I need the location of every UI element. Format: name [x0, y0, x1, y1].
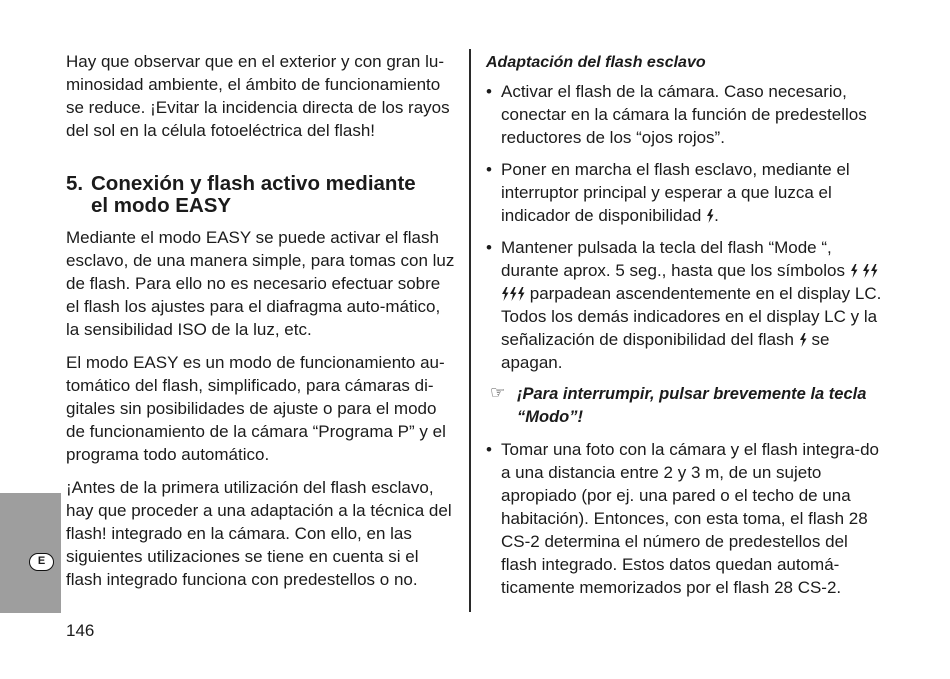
flash-bolt-icon — [706, 209, 714, 223]
right-column — [486, 52, 884, 608]
paragraph-2: El modo EASY es un modo de funcionamiento au-tomático del flash, simplificado, para cámaras di-gitales sin posibilidades de ajuste o para el modo de funcionamiento de la cámara “Programa P” y el programa todo automático. — [66, 353, 446, 464]
bullet-dot: • — [486, 82, 492, 101]
bullet-dot: • — [486, 440, 492, 459]
bullet-item — [486, 438, 884, 599]
bullet-text-end: se apagan. — [501, 330, 830, 372]
bullet-item — [486, 158, 884, 227]
bullet-dot: • — [486, 238, 492, 257]
paragraph-1: Mediante el modo EASY se puede activar el flash esclavo, de una manera simple, para tomas con luz de flash. Para ello no es necesario efectuar sobre el flash los ajustes para el diafragma auto-mático, la sensibilidad ISO de la luz, etc. — [66, 228, 455, 339]
bullet-text: Activar el flash de la cámara. Caso necesario, conectar en la cámara la función de predestellos reductores de los “ojos rojos”. — [501, 82, 867, 147]
flash-bolt-icon — [850, 264, 858, 278]
paragraph-3: ¡Antes de la primera utilización del flash esclavo, hay que proceder a una adaptación a la técnica del flash! integrado en la cámara. Con ello, en las siguientes utilizaciones se tiene en cuenta si el flash integrado funciona con predestellos o no. — [66, 478, 452, 589]
bullet-text: Tomar una foto con la cámara y el flash integra-do a una distancia entre 2 y 3 m, de un sujeto apropiado (por ej. una pared o el techo de una habitación). Entonces, con esta toma, el flash 28 CS-2 determina el número de predestellos del flash integrado. Estos datos quedan automá-ticamente memorizados por el flash 28 CS-2. — [501, 440, 879, 597]
section-title-line2: el modo EASY — [91, 194, 232, 217]
intro-paragraph: Hay que observar que en el exterior y con gran lu-minosidad ambiente, el ámbito de funcionamiento se reduce. ¡Evitar la incidencia directa de los rayos del sol en la célula fotoeléctrica del flash! — [66, 52, 450, 140]
bullet-item — [486, 236, 884, 374]
language-tab — [0, 493, 61, 613]
bullet-item — [486, 80, 884, 149]
bullet-text: Poner en marcha el flash esclavo, mediante el interruptor principal y esperar a que luzca el indicador de disponibilidad — [501, 160, 850, 225]
column-divider — [469, 49, 471, 612]
bullet-dot: • — [486, 160, 492, 179]
pointing-hand-icon: ☞ — [490, 383, 506, 402]
note — [486, 383, 884, 429]
language-badge: E — [29, 553, 54, 571]
page-number: 146 — [66, 621, 95, 640]
subheading: Adaptación del flash esclavo — [486, 54, 706, 71]
section-heading — [66, 173, 458, 217]
bullet-text: Mantener pulsada la tecla del flash “Mode “, durante aprox. 5 seg., hasta que los símbolos — [501, 238, 845, 280]
section-number: 5. — [66, 172, 84, 195]
bullet-text: parpadean ascendentemente en el display LC. Todos los demás indicadores en el display LC y la señalización de disponibilidad del flash — [501, 284, 882, 349]
section-title-line1: Conexión y flash activo mediante — [91, 172, 416, 195]
left-column — [66, 50, 458, 591]
bullet-text-end: . — [714, 206, 719, 225]
flash-bolt-icon — [799, 333, 807, 347]
double-flash-bolt-icon — [862, 264, 878, 278]
triple-flash-bolt-icon — [501, 287, 525, 301]
note-text: ¡Para interrumpir, pulsar brevemente la tecla “Modo”! — [517, 385, 867, 426]
